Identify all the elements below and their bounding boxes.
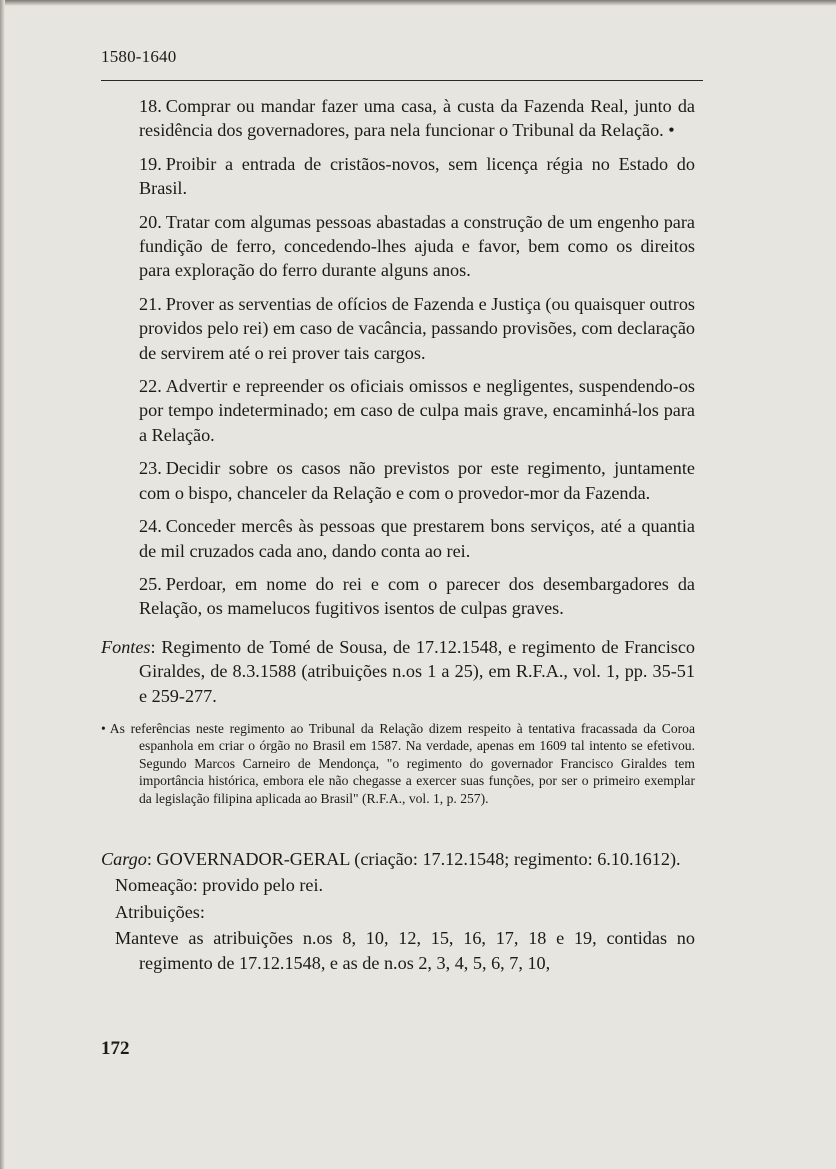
- item-number: 19.: [139, 153, 162, 174]
- item-text: Perdoar, em nome do rei e com o parecer dos desembargadores da Relação, os mamelucos fugitivos isentos de culpas graves.: [139, 573, 695, 619]
- cargo-label: Cargo: [101, 848, 147, 869]
- item-text: Prover as serventias de ofícios de Fazenda e Justiça (ou quaisquer outros providos pelo rei) em caso de vacância, passando provisões, com declaração de servirem até o rei prover tais cargos.: [139, 293, 695, 363]
- item-text: Conceder mercês às pessoas que prestarem bons serviços, até a quantia de mil cruzados cada ano, dando conta ao rei.: [139, 516, 695, 561]
- page-number: 172: [101, 1038, 130, 1059]
- item-text: Proibir a entrada de cristãos-novos, sem licença régia no Estado do Brasil.: [139, 153, 695, 199]
- item-number: 25.: [139, 573, 162, 594]
- header-rule: [101, 80, 703, 81]
- list-item: [101, 152, 695, 201]
- footnote-text: As referências neste regimento ao Tribunal da Relação dizem respeito à tentativa fracassada da Coroa espanhola em criar o órgão no Brasil em 1587. Na verdade, apenas em 1609 tal intento se efetivou. Segundo Marcos Carneiro de Mendonça, "o regimento do governador Francisco Giraldes tem importância histórica, embora ele não chegasse a exercer suas funções, por ser o primeiro exemplar da legislação filipina aplicada ao Brasil" (R.F.A., vol. 1, p. 257).: [109, 720, 695, 806]
- item-number: 21.: [139, 293, 162, 314]
- atribuicoes-label: Atribuições:: [115, 901, 205, 922]
- item-text: Decidir sobre os casos não previstos por este regimento, juntamente com o bispo, chanceler da Relação e com o provedor-mor da Fazenda.: [139, 458, 695, 503]
- item-number: 22.: [139, 376, 162, 397]
- list-item: [101, 94, 695, 143]
- atribuicoes-text: Manteve as atribuições n.os 8, 10, 12, 15, 16, 17, 18 e 19, contidas no regimento de 17.12.1548, e as de n.os 2, 3, 4, 5, 6, 7, 10,: [115, 928, 695, 973]
- list-item: [101, 292, 695, 365]
- item-number: 20.: [139, 211, 162, 232]
- item-number: 24.: [139, 516, 162, 537]
- running-head: 1580-1640: [101, 47, 177, 66]
- list-item: [101, 514, 695, 563]
- sources-label: Fontes: [101, 636, 151, 657]
- item-text: Tratar com algumas pessoas abastadas a construção de um engenho para fundição de ferro, concedendo-lhes ajuda e favor, bem como os direitos para exploração do ferro durante alguns anos.: [139, 211, 695, 281]
- item-text: Advertir e repreender os oficiais omissos e negligentes, suspendendo-os por tempo indeterminado; em caso de culpa mais grave, encaminhá-los para a Relação.: [139, 376, 695, 445]
- page-top-shadow: [0, 0, 836, 6]
- list-item: [101, 572, 695, 621]
- nomeacao-line: Nomeação: provido pelo rei.: [115, 875, 324, 896]
- body-text: [101, 94, 695, 975]
- cargo-heading: [101, 847, 695, 871]
- footnote-mark: •: [101, 720, 106, 736]
- page-left-shadow: [0, 0, 5, 1169]
- footnote: [101, 720, 695, 807]
- list-item: [101, 374, 695, 447]
- cargo-text: : GOVERNADOR-GERAL (criação: 17.12.1548; regimento: 6.10.1612).: [146, 848, 681, 869]
- list-item: [101, 456, 695, 505]
- item-number: 18.: [139, 96, 162, 116]
- item-number: 23.: [139, 458, 162, 479]
- sources-paragraph: [101, 635, 695, 708]
- sources-text: : Regimento de Tomé de Sousa, de 17.12.1548, e regimento de Francisco Giraldes, de 8.3.1588 (atribuições n.os 1 a 25), em R.F.A., vol. 1, pp. 35-51 e 259-277.: [139, 636, 695, 706]
- item-text: Comprar ou mandar fazer uma casa, à custa da Fazenda Real, junto da residência dos governadores, para nela funcionar o Tribunal da Relação. •: [139, 96, 695, 141]
- list-item: [101, 210, 695, 283]
